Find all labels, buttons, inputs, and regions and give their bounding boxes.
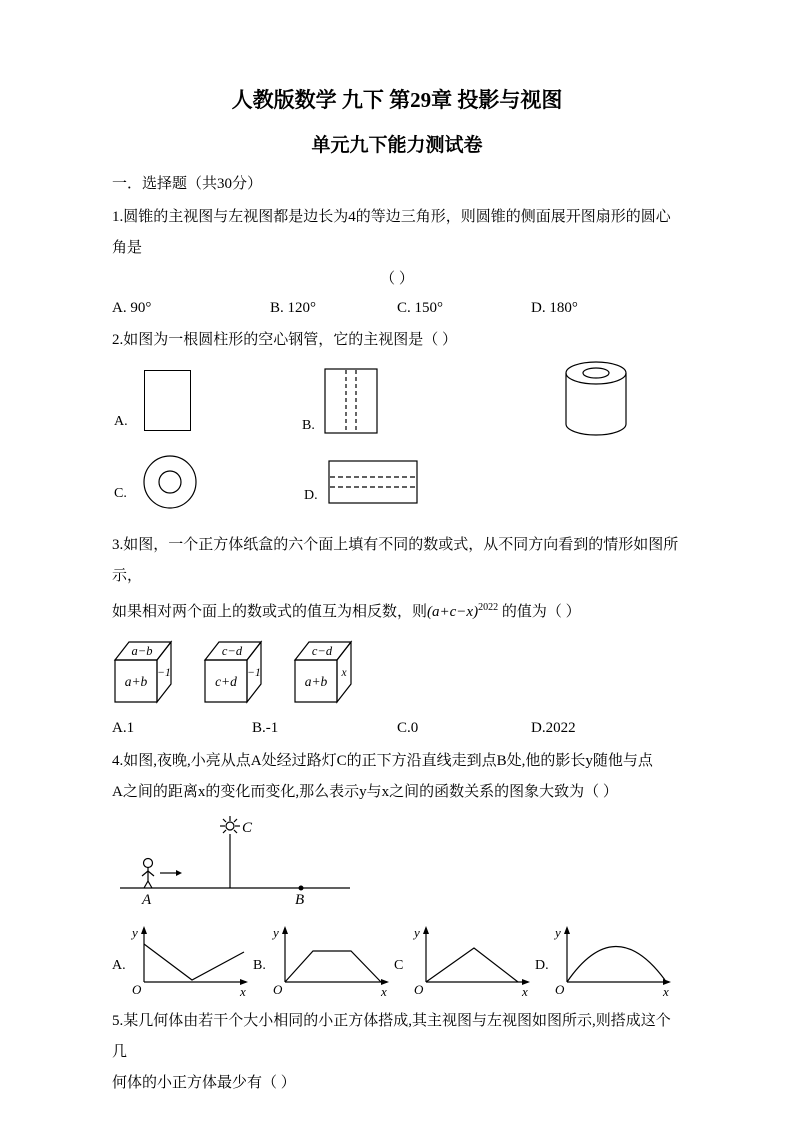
rectangle-figure-a [144,370,191,431]
cube3-front-label: a+b [304,674,328,689]
q4-text-line1: 4.如图,夜晚,小亮从点A处经过路灯C的正下方沿直线走到点B处,他的影长y随他与点 [112,753,653,769]
q3-option-d: D.2022 [531,720,576,736]
q5-text-line2: 何体的小正方体最少有（ ） [112,1075,296,1091]
cube1-top-label: a−b [131,644,153,658]
y-axis-label: y [132,925,138,940]
cube2-top-label: c−d [221,644,243,658]
cube1-side-label: −1 [157,667,171,679]
section-heading: 一．选择题（共30分） [112,176,263,192]
q3-line2-post: 的值为（ ） [498,604,581,620]
x-axis-label: x [240,984,246,998]
cube2-side-label: −1 [247,667,261,679]
rectangle-dashed-horizontal-figure-d [328,460,418,504]
graph-b-figure [271,920,393,998]
hollow-cylinder-figure [562,360,630,438]
point-a-label: A [142,892,152,908]
q3-cube-figures [112,634,682,706]
q3-line2-pre: 如果相对两个面上的数或式的值互为相反数，则 [112,604,428,620]
q1-option-b: B. 120° [270,300,317,316]
cube3-top-label: c−d [311,644,333,658]
q3-option-b: B.-1 [252,720,279,736]
q2-label-d: D. [304,488,318,503]
q4-graph-option-b [253,920,394,998]
doc-subtitle: 单元九下能力测试卷 [311,135,483,156]
rectangle-dashed-vertical-figure-b [324,368,378,434]
graph-d-figure [553,920,675,998]
q3-option-c: C.0 [397,720,419,736]
doc-title: 人教版数学 九下 第29章 投影与视图 [231,88,563,112]
y-axis-label: y [273,925,279,940]
point-c-label: C [242,820,253,836]
point-b-label: B [295,892,305,908]
origin-label: O [273,982,283,997]
cube-figure-2 [202,634,276,706]
q4-graph-label-b: B. [253,958,266,973]
q4-graph-label-c: C [394,958,404,973]
q2-label-b: B. [302,418,315,433]
q2-text: 2.如图为一根圆柱形的空心钢管，它的主视图是（ ） [112,332,458,348]
q3-text-line1: 3.如图，一个正方体纸盒的六个面上填有不同的数或式，从不同方向看到的情形如图所示， [112,537,679,584]
x-axis-label: x [381,984,387,998]
q4-graph-option-d [535,920,676,998]
streetlamp-scene [118,814,358,908]
graph-a-figure [130,920,252,998]
cube2-front-label: c+d [215,674,237,689]
q2-figure-block [112,360,682,530]
q3-text-line2 [112,592,682,628]
q1-options [112,294,682,322]
q4-graph-options [112,920,682,998]
q4-graph-option-c [394,920,535,998]
annulus-figure-c [142,454,198,510]
q1-option-c: C. 150° [397,300,444,316]
origin-label: O [414,982,424,997]
q2-label-c: C. [114,486,127,501]
q5-text-line1: 5.某几何体由若干个大小相同的小正方体搭成,其主视图与左视图如图所示,则搭成这个几 [112,1013,671,1060]
y-axis-label: y [555,925,561,940]
q3-formula-base: (a+c−x) [427,604,479,620]
x-axis-label: x [522,984,528,998]
q4-streetlamp-figure [118,814,682,908]
q4-graph-option-a [112,920,253,998]
cube3-side-label: x [341,667,347,679]
q3-option-a: A.1 [112,720,135,736]
q4-graph-label-a: A. [112,958,126,973]
cube-figure-3 [292,634,366,706]
q4-graph-label-d: D. [535,958,549,973]
q1-option-a: A. 90° [112,300,152,316]
q3-options [112,714,682,742]
q4-text-line2: A之间的距离x的变化而变化,那么表示y与x之间的函数关系的图象大致为（ ） [112,784,618,800]
graph-c-figure [412,920,534,998]
x-axis-label: x [663,984,669,998]
q3-formula-exponent: 2022 [478,602,499,613]
cube1-front-label: a+b [124,674,148,689]
y-axis-label: y [414,925,420,940]
q1-answer-paren: （ ） [380,271,414,287]
origin-label: O [132,982,142,997]
cube-figure-1 [112,634,186,706]
q1-text: 1.圆锥的主视图与左视图都是边长为4的等边三角形，则圆锥的侧面展开图扇形的圆心角是 [112,209,671,256]
q2-label-a: A. [114,414,128,429]
origin-label: O [555,982,565,997]
q1-option-d: D. 180° [531,300,578,316]
